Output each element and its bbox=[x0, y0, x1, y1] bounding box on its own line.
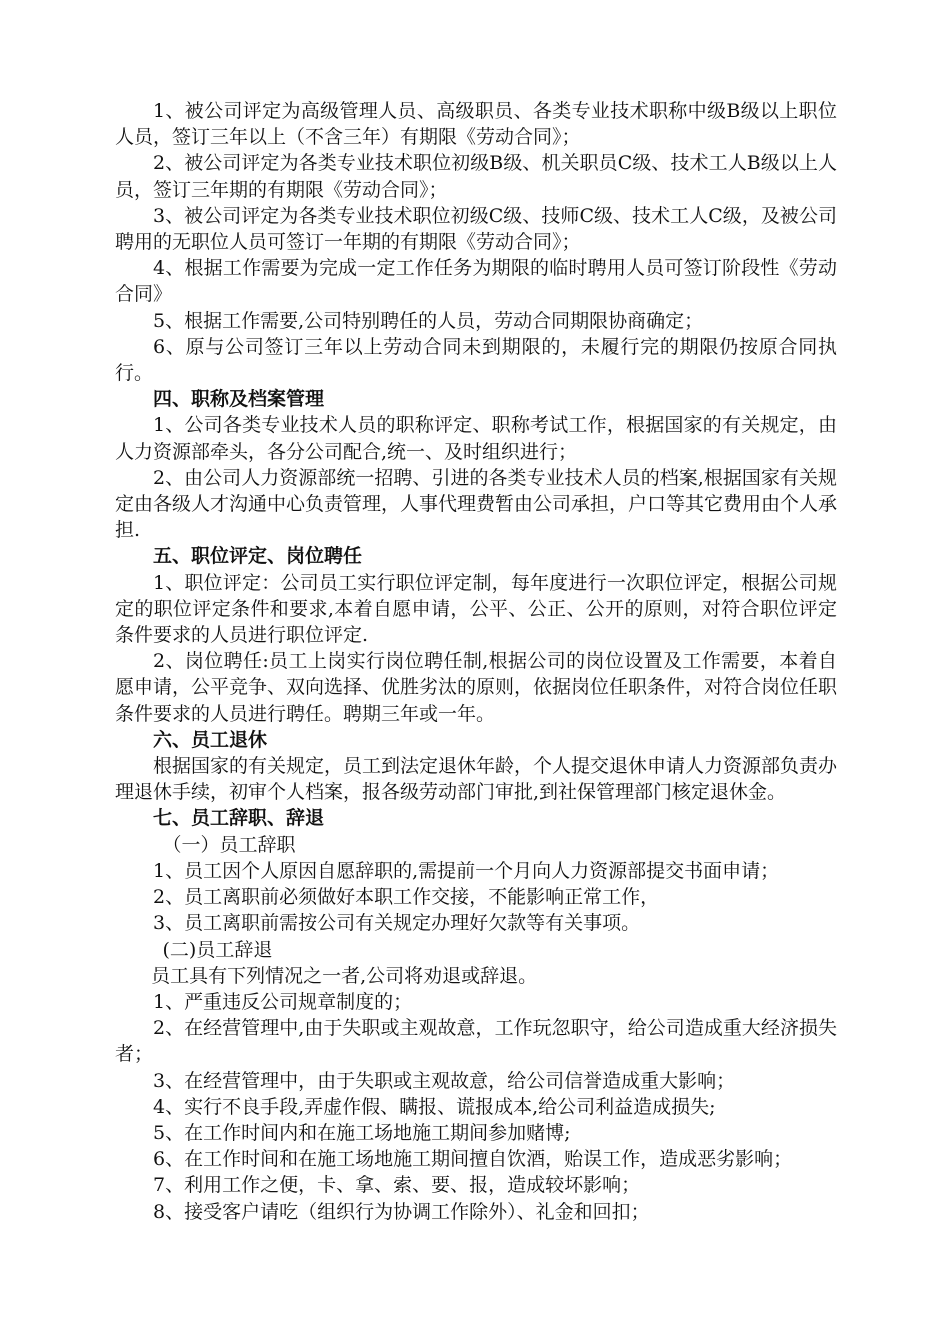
paragraph: 5、在工作时间内和在施工场地施工期间参加赌博; bbox=[153, 1121, 571, 1144]
subsection-heading: （一）员工辞职 bbox=[162, 833, 296, 856]
section-heading: 五、职位评定、岗位聘任 bbox=[153, 545, 363, 568]
paragraph: 1、职位评定：公司员工实行职位评定制，每年度进行一次职位评定，根据公司规定的职位评定条件和要求,本着自愿申请，公平、公正、公开的原则，对符合职位评定条件要求的人员进行职位评定. bbox=[115, 571, 837, 647]
paragraph: 4、实行不良手段,弄虚作假、瞒报、谎报成本,给公司利益造成损失; bbox=[153, 1095, 716, 1118]
document-body bbox=[115, 98, 837, 1225]
paragraph: 2、岗位聘任:员工上岗实行岗位聘任制,根据公司的岗位设置及工作需要，本着自愿申请，公平竞争、双向选择、优胜劣汰的原则，依据岗位任职条件，对符合岗位任职条件要求的人员进行聘任。聘期三年或一年。 bbox=[115, 650, 838, 725]
paragraph: 根据国家的有关规定，员工到法定退休年龄，个人提交退休申请人力资源部负责办理退休手续，初审个人档案，报各级劳动部门审批,到社保管理部门核定退休金。 bbox=[115, 755, 838, 804]
paragraph: 1、被公司评定为高级管理人员、高级职员、各类专业技术职称中级B级以上职位人员，签订三年以上（不含三年）有期限《劳动合同》； bbox=[115, 100, 837, 149]
paragraph: 4、根据工作需要为完成一定工作任务为期限的临时聘用人员可签订阶段性《劳动合同》 bbox=[115, 257, 837, 306]
paragraph: 3、在经营管理中，由于失职或主观故意，给公司信誉造成重大影响； bbox=[153, 1069, 736, 1092]
paragraph: 7、利用工作之便，卡、拿、索、要、报，造成较坏影响； bbox=[153, 1174, 641, 1197]
paragraph: 6、原与公司签订三年以上劳动合同未到期限的，未履行完的期限仍按原合同执行。 bbox=[115, 335, 837, 385]
section-heading: 七、员工辞职、辞退 bbox=[153, 807, 325, 830]
section-heading: 六、员工退休 bbox=[153, 728, 268, 751]
paragraph: 2、在经营管理中,由于失职或主观故意，工作玩忽职守，给公司造成重大经济损失者； bbox=[115, 1017, 837, 1066]
paragraph: 3、员工离职前需按公司有关规定办理好欠款等有关事项。 bbox=[153, 912, 641, 935]
paragraph: 3、被公司评定为各类专业技术职位初级C级、技师C级、技术工人C级，及被公司聘用的无职位人员可签订一年期的有期限《劳动合同》； bbox=[115, 204, 837, 254]
paragraph: 6、在工作时间和在施工场地施工期间擅自饮酒，贻误工作，造成恶劣影响； bbox=[153, 1148, 793, 1171]
subsection-heading: (二)员工辞退 bbox=[162, 938, 273, 961]
paragraph: 2、由公司人力资源部统一招聘、引进的各类专业技术人员的档案,根据国家有关规定由各级人才沟通中心负责管理，人事代理费暂由公司承担，户口等其它费用由个人承担. bbox=[115, 466, 838, 542]
paragraph: 2、员工离职前必须做好本职工作交接，不能影响正常工作， bbox=[153, 886, 660, 909]
section-heading: 四、职称及档案管理 bbox=[153, 388, 325, 411]
paragraph: 1、公司各类专业技术人员的职称评定、职称考试工作，根据国家的有关规定，由人力资源部牵头，各分公司配合,统一、及时组织进行； bbox=[115, 414, 837, 463]
paragraph: 1、员工因个人原因自愿辞职的,需提前一个月向人力资源部提交书面申请； bbox=[153, 859, 780, 882]
paragraph: 5、根据工作需要,公司特别聘任的人员，劳动合同期限协商确定； bbox=[153, 309, 704, 332]
paragraph: 8、接受客户请吃（组织行为协调工作除外）、礼金和回扣； bbox=[153, 1200, 650, 1223]
paragraph: 员工具有下列情况之一者,公司将劝退或辞退。 bbox=[151, 964, 538, 987]
paragraph: 2、被公司评定为各类专业技术职位初级B级、机关职员C级、技术工人B级以上人员，签订三年期的有期限《劳动合同》； bbox=[115, 152, 837, 201]
paragraph: 1、严重违反公司规章制度的； bbox=[153, 990, 413, 1013]
